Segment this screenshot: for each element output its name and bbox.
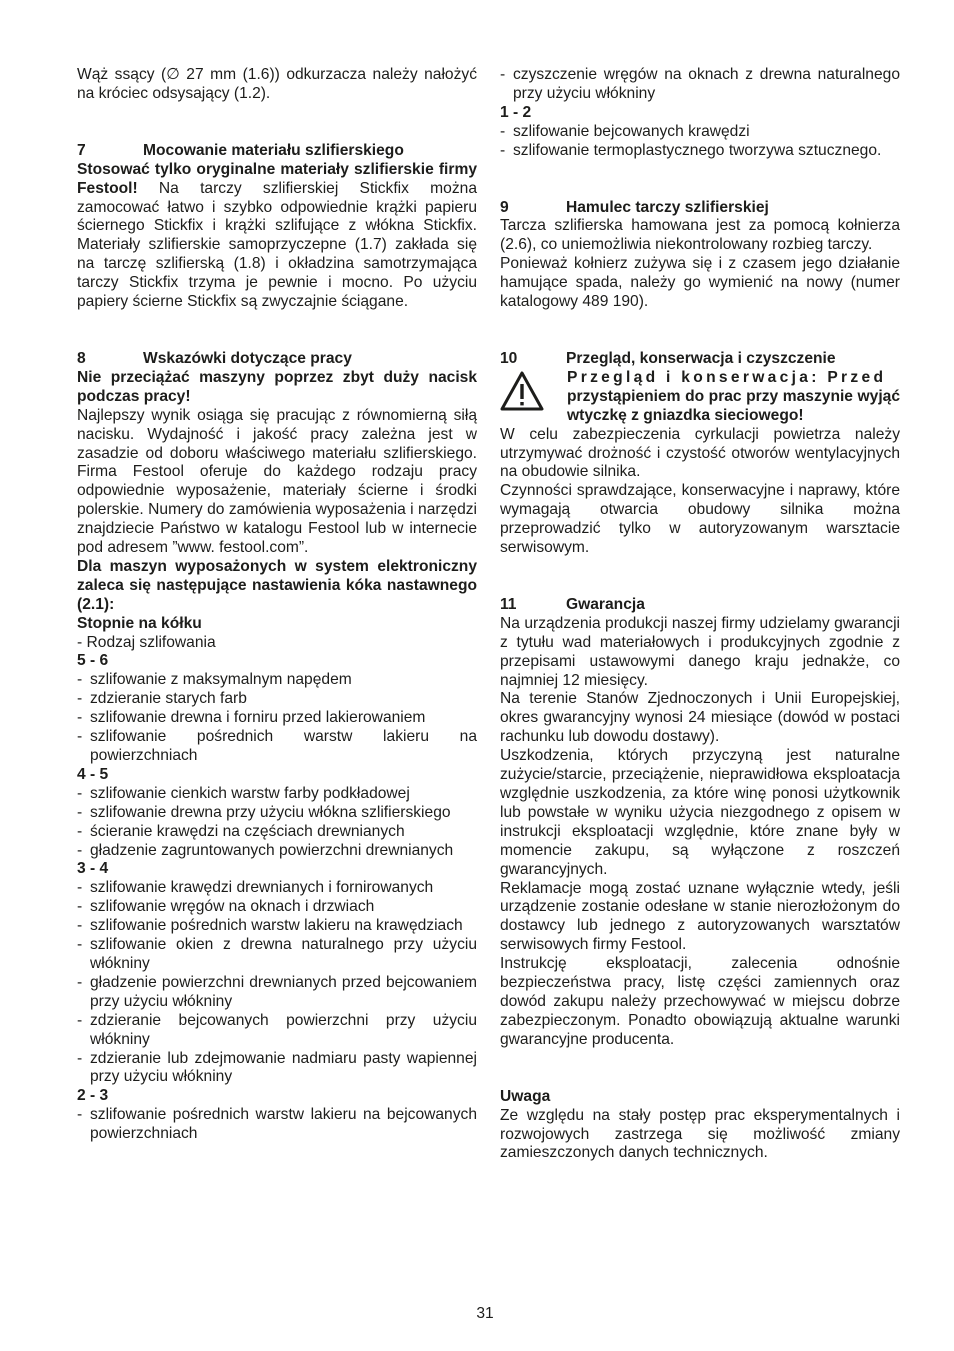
section-9-paragraph: Ponieważ kołnierz zużywa się i z czasem jego działanie hamujące spada, należy go wymienić na nowy (numer katalogowy 489 190). — [500, 255, 900, 311]
section-number: 7 — [77, 141, 86, 159]
warning-triangle-icon — [500, 371, 544, 411]
section-11-paragraph: Na terenie Stanów Zjednoczonych i Unii Europejskiej, okres gwarancyjny wynosi 24 miesiące (dowód w postaci rachunku lub dowodu dostawy). — [500, 690, 900, 746]
section-10-heading — [500, 350, 900, 369]
range-label: 1 - 2 — [500, 103, 532, 121]
section-9-paragraph: Tarcza szlifierska hamowana jest za pomocą kołnierza (2.6), co uniemożliwia niekontrolowany rozbieg tarczy. — [500, 217, 900, 254]
warning-line: Przegląd i konserwacja: Przed — [567, 368, 887, 386]
section-10-paragraph: Czynności sprawdzające, konserwacyjne i naprawy, które wymagają otwarcia obudowy silnika można przeprowadzić tylko w autoryzowanym warsztacie serwisowym. — [500, 482, 900, 557]
list-item: - szlifowanie bejcowanych krawędzi — [500, 123, 900, 142]
note-paragraph: Ze względu na stały postęp prac eksperymentalnych i rozwojowych zastrzega się możliwość zmiany zamieszczonych danych technicznych. — [500, 1106, 900, 1162]
list-5-6 — [77, 671, 477, 766]
warning-line: przystąpieniem do prac przy maszynie wyjąć wtyczkę z gniazdka sieciowego! — [567, 387, 900, 424]
list-2-3 — [77, 1106, 477, 1144]
section-number: 8 — [77, 349, 86, 367]
list-3-4 — [77, 879, 477, 1087]
wheel-levels-label: Stopnie na kółku — [77, 614, 202, 632]
list-item: - szlifowanie pośrednich warstw lakieru na bejcowanych powierzchniach — [77, 1106, 477, 1144]
section-11-heading — [500, 596, 900, 615]
bold-lead: Stosować tylko oryginalne materiały szlifierskie firmy Festool! — [77, 160, 477, 197]
list-item: - szlifowanie pośrednich warstw lakieru na krawędziach — [77, 917, 477, 936]
section-number: 10 — [500, 349, 518, 367]
page-number: 31 — [476, 1305, 494, 1322]
section-title: Gwarancja — [566, 595, 645, 613]
list-1-2 — [500, 123, 900, 161]
range-label: 5 - 6 — [77, 652, 109, 670]
section-title: Mocowanie materiału szlifierskiego — [143, 141, 404, 159]
section-7-paragraph — [77, 161, 477, 312]
section-10-paragraph: W celu zabezpieczenia cyrkulacji powietrza należy utrzymywać drożność i czystość otworów wentylacyjnych na obudowie silnika. — [500, 425, 900, 481]
list-item: - szlifowanie pośrednich warstw lakieru na powierzchniach — [77, 728, 477, 766]
note-title: Uwaga — [500, 1087, 551, 1105]
list-item: - szlifowanie drewna i forniru przed lakierowaniem — [77, 709, 477, 728]
section-title: Wskazówki dotyczące pracy — [143, 349, 352, 367]
intro-paragraph: Wąż ssący (∅ 27 mm (1.6)) odkurzacza należy nałożyć na króciec odsysający (1.2). — [77, 66, 477, 102]
list-item: - szlifowanie z maksymalnym napędem — [77, 671, 477, 690]
section-11-paragraph: Uszkodzenia, których przyczyną jest naturalne zużycie/starcie, przeciążenie, nieprawidłowa eksploatacja względnie uszkodzenia, za które winę ponosi użytkownik lub powstałe w wyniku użycia niezgodnego z opisem w instrukcji eksploatacji względnie, które znane były w momencie zakupu, są wyłączone z roszczeń gwarancyjnych. — [500, 747, 900, 878]
section-9-heading — [500, 199, 900, 218]
list-item: - czyszczenie wręgów na oknach z drewna naturalnego przy użyciu włókniny — [500, 66, 900, 104]
list-item: - gładzenie powierzchni drewnianych przed bejcowaniem przy użyciu włókniny — [77, 974, 477, 1012]
range-label: 3 - 4 — [77, 860, 109, 878]
list-item: - gładzenie zagruntowanych powierzchni drewnianych — [77, 842, 477, 861]
section-11-paragraph: Reklamacje mogą zostać uznane wyłącznie wtedy, jeśli urządzenie zostanie odesłane w stanie nierozłożonym do dostawcy lub jednego z autoryzowanych warsztatów serwisowych firmy Festool. — [500, 879, 900, 954]
list-item: - zdzieranie lub zdejmowanie nadmiaru pasty wapiennej przy użyciu włókniny — [77, 1050, 477, 1088]
range-label: 2 - 3 — [77, 1087, 109, 1105]
list-item: - zdzieranie starych farb — [77, 690, 477, 709]
body-text: Na tarczy szlifierskiej Stickfix można zamocować łatwo i szybko odpowiednie krążki papieru ściernego Stickfix i krążki szlifujące z włókna Stickfix. Materiały szlifierskie samoprzyczepne (1.7) zakłada się na tarczę szlifierską (1.8) i okładzina samotrzymająca tarczy Stickfix trzyma je pewnie i mocno. Po użyciu papiery ścierne Stickfix są zwyczajnie ściągane. — [77, 179, 477, 311]
maintenance-warning — [500, 369, 900, 426]
section-11-paragraph: Instrukcję eksploatacji, zalecenia odnośnie bezpieczeństwa pracy, listę części zamiennych oraz dowód zakupu należy przechowywać w miejscu dobrze zabezpieczonym. Ponadto obowiązują aktualne warunki gwarancyjne producenta. — [500, 955, 900, 1048]
section-8-heading — [77, 350, 477, 369]
section-title: Przegląd, konserwacja i czyszczenie — [566, 349, 836, 367]
section-8-paragraph: Najlepszy wynik osiąga się pracując z równomierną siłą nacisku. Wydajność i jakość pracy zależna jest w zasadzie od doboru właściwego materiału szlifierskiego. Firma Festool oferuje do każdego rodzaju pracy odpowiednie wyposażenie, materiały ścierne i środki polerskie. Numery do zamówienia wyposażenia i narzędzi znajdziecie Państwo w katalogu Festool lub w internecie pod adresem ”www. festool.com”. — [77, 406, 477, 557]
right-column — [500, 66, 900, 1163]
section-11-paragraph: Na urządzenia produkcji naszej firmy udzielamy gwarancji z tytułu wad materiałowych i produkcyjnych zgodnie z przepisami ustawowymi danego kraju jednakże, co najmniej 12 miesięcy. — [500, 614, 900, 689]
list-item: - ścieranie krawędzi na częściach drewnianych — [77, 823, 477, 842]
warning-text — [567, 369, 900, 426]
list-item: - zdzieranie bejcowanych powierzchni przy użyciu włókniny — [77, 1012, 477, 1050]
list-4-5 — [77, 785, 477, 861]
section-number: 9 — [500, 198, 509, 216]
list-item: - szlifowanie krawędzi drewnianych i fornirowanych — [77, 879, 477, 898]
list-item: - szlifowanie wręgów na oknach i drzwiach — [77, 898, 477, 917]
section-number: 11 — [500, 595, 517, 613]
list-item: - szlifowanie drewna przy użyciu włókna szlifierskiego — [77, 804, 477, 823]
grinding-type-label: - Rodzaj szlifowania — [77, 633, 216, 651]
list-item: - szlifowanie cienkich warstw farby podkładowej — [77, 785, 477, 804]
left-column — [77, 66, 477, 1144]
section-title: Hamulec tarczy szlifierskiej — [566, 198, 769, 216]
list-item: - szlifowanie termoplastycznego tworzywa sztucznego. — [500, 142, 900, 161]
section-7-heading — [77, 142, 477, 161]
list-continued — [500, 66, 900, 104]
warning-bold: Nie przeciążać maszyny poprzez zbyt duży nacisk podczas pracy! — [77, 368, 477, 405]
range-label: 4 - 5 — [77, 765, 109, 783]
list-item: - szlifowanie okien z drewna naturalnego przy użyciu włókniny — [77, 936, 477, 974]
electronic-note: Dla maszyn wyposażonych w system elektroniczny zaleca się następujące nastawienia kóka nastawnego (2.1): — [77, 557, 477, 613]
